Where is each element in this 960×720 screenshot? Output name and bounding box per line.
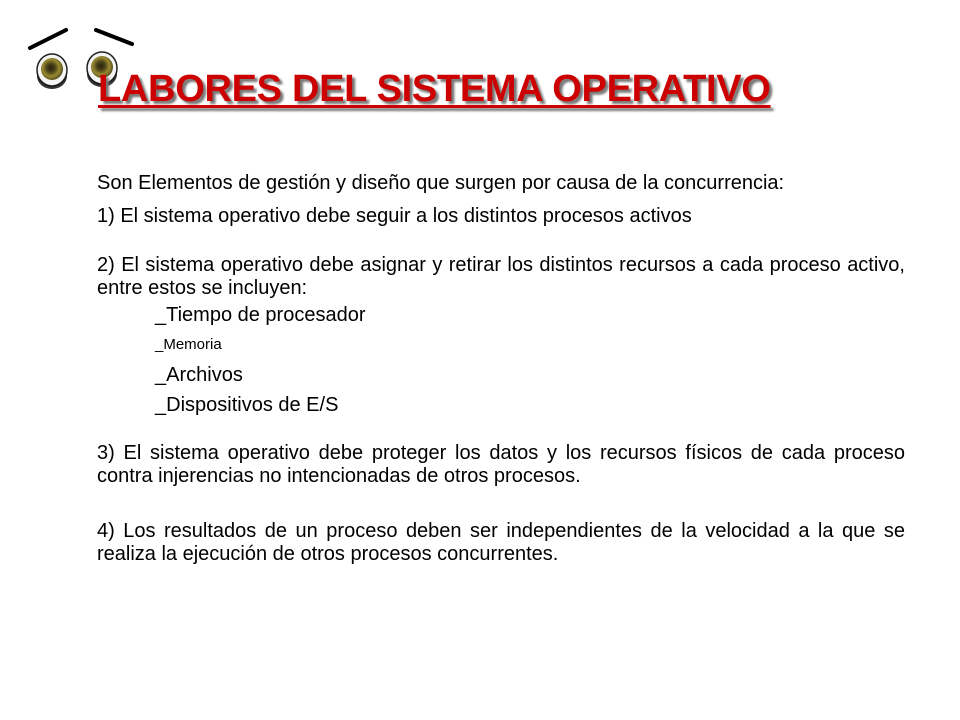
intro-paragraph: Son Elementos de gestión y diseño que surgen por causa de la concurrencia: xyxy=(97,172,785,194)
point-3: 3) El sistema operativo debe proteger los datos y los recursos físicos de cada proceso contra injerencias no intencionadas de otros procesos. xyxy=(97,442,905,487)
resource-item: _Archivos xyxy=(155,364,243,386)
point-1: 1) El sistema operativo debe seguir a los distintos procesos activos xyxy=(97,205,692,227)
point-2: 2) El sistema operativo debe asignar y retirar los distintos recursos a cada proceso activo, entre estos se incluyen: xyxy=(97,254,905,299)
page-title: LABORES DEL SISTEMA OPERATIVO xyxy=(98,68,771,110)
resource-item: _Dispositivos de E/S xyxy=(155,394,339,416)
content-body xyxy=(97,172,905,566)
resource-item: _Tiempo de procesador xyxy=(155,304,366,326)
resource-item: _Memoria xyxy=(155,336,222,353)
point-4: 4) Los resultados de un proceso deben ser independientes de la velocidad a la que se realiza la ejecución de otros procesos concurrentes. xyxy=(97,520,905,565)
